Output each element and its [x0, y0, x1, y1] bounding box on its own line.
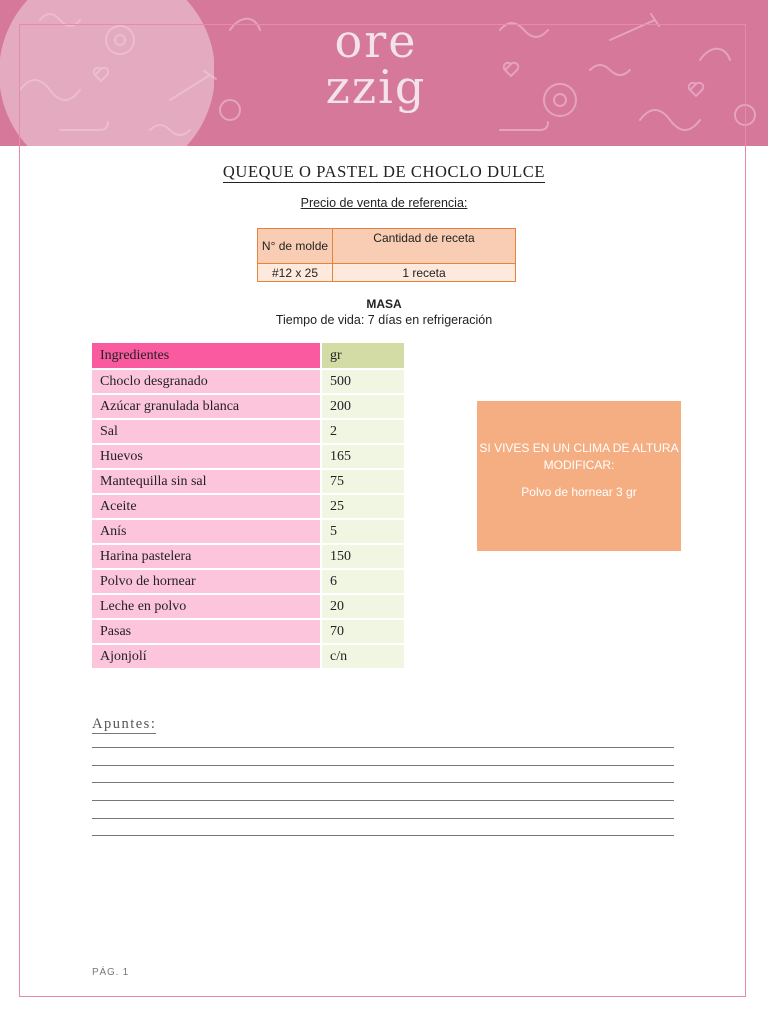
ingredient-name: Huevos — [92, 445, 320, 468]
logo-line-1: ore — [334, 14, 418, 68]
note-line — [92, 835, 674, 836]
mold-header-size: N° de molde — [258, 229, 333, 264]
shelf-life: Tiempo de vida: 7 días en refrigeración — [275, 313, 493, 327]
ingredient-grams: 500 — [320, 370, 404, 393]
altitude-note-detail: Polvo de hornear 3 gr — [521, 485, 637, 499]
mold-quantity-cell: 1 receta — [333, 264, 516, 282]
ingredient-name: Ajonjolí — [92, 645, 320, 668]
altitude-note-title: SI VIVES EN UN CLIMA DE ALTURA MODIFICAR: — [479, 441, 679, 472]
page-number: PÁG. 1 — [92, 967, 130, 978]
ingredient-row — [92, 420, 404, 443]
ingredient-name: Mantequilla sin sal — [92, 470, 320, 493]
ingredients-header-row — [92, 343, 404, 368]
grams-header: gr — [320, 343, 404, 368]
ingredient-row — [92, 570, 404, 593]
mold-size-cell: #12 x 25 — [258, 264, 333, 282]
ingredient-row — [92, 495, 404, 518]
ingredient-name: Polvo de hornear — [92, 570, 320, 593]
notes-label: Apuntes: — [92, 716, 157, 732]
ingredient-grams: 200 — [320, 395, 404, 418]
note-line — [92, 765, 674, 766]
ingredient-grams: 5 — [320, 520, 404, 543]
ingredient-grams: 6 — [320, 570, 404, 593]
ingredient-grams: 150 — [320, 545, 404, 568]
ingredient-grams: 20 — [320, 595, 404, 618]
note-line — [92, 782, 674, 783]
ingredient-grams: c/n — [320, 645, 404, 668]
ingredient-name: Sal — [92, 420, 320, 443]
mold-table — [257, 228, 516, 282]
recipe-title: QUEQUE O PASTEL DE CHOCLO DULCE — [222, 162, 546, 181]
ingredients-header: Ingredientes — [92, 343, 320, 368]
ingredient-row — [92, 470, 404, 493]
ingredient-row — [92, 520, 404, 543]
ingredient-row — [92, 620, 404, 643]
ingredient-grams: 2 — [320, 420, 404, 443]
ingredient-row — [92, 545, 404, 568]
ingredient-name: Aceite — [92, 495, 320, 518]
ingredient-name: Azúcar granulada blanca — [92, 395, 320, 418]
ingredient-name: Harina pastelera — [92, 545, 320, 568]
logo-line-2: zzig — [325, 60, 427, 114]
mold-table-header — [258, 229, 516, 264]
ingredient-name: Anís — [92, 520, 320, 543]
mold-header-quantity: Cantidad de receta — [333, 229, 516, 264]
altitude-note — [477, 401, 681, 551]
ingredient-grams: 25 — [320, 495, 404, 518]
ingredient-grams: 70 — [320, 620, 404, 643]
ingredient-name: Choclo desgranado — [92, 370, 320, 393]
note-line — [92, 800, 674, 801]
ingredient-name: Leche en polvo — [92, 595, 320, 618]
mold-table-row — [258, 264, 516, 282]
ingredient-name: Pasas — [92, 620, 320, 643]
ingredient-row — [92, 445, 404, 468]
ingredient-row — [92, 595, 404, 618]
section-title: MASA — [366, 297, 402, 311]
note-line — [92, 747, 674, 748]
ingredient-grams: 75 — [320, 470, 404, 493]
price-label: Precio de venta de referencia: — [300, 196, 468, 210]
ingredient-row — [92, 645, 404, 668]
note-line — [92, 818, 674, 819]
ingredients-table — [92, 341, 404, 670]
ingredient-row — [92, 370, 404, 393]
ingredient-row — [92, 395, 404, 418]
ingredient-grams: 165 — [320, 445, 404, 468]
